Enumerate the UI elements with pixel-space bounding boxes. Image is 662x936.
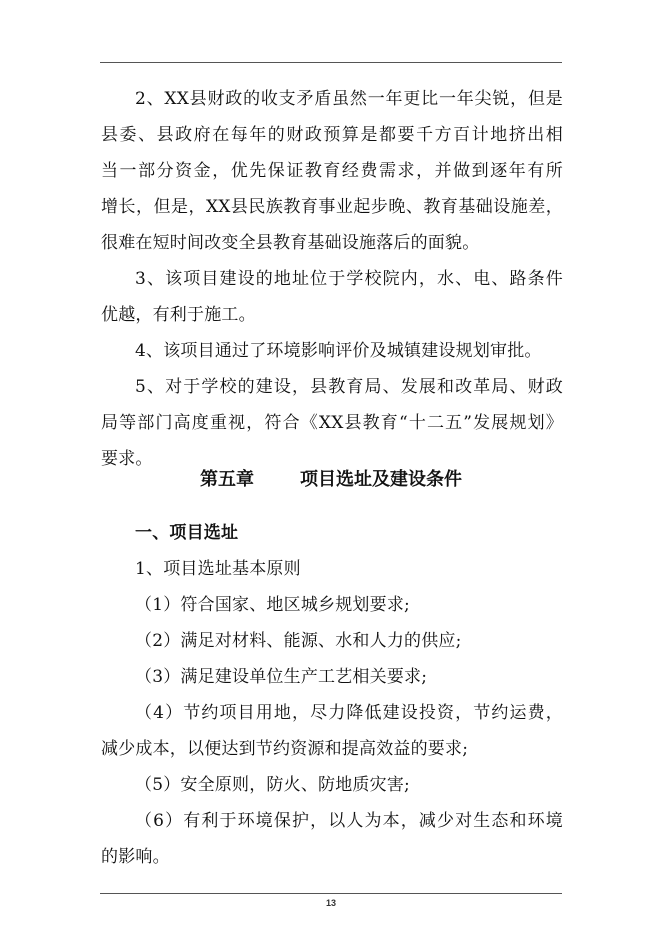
para-3-line-1: 3、该项目建设的地址位于学校院内，水、电、路条件 <box>135 269 563 289</box>
para-5-line-3: 要求。 <box>101 449 153 469</box>
footer-rule <box>100 893 562 894</box>
page-number: 13 <box>325 898 336 908</box>
para-3-line-2: 优越，有利于施工。 <box>101 305 256 325</box>
principle-item-4-line-1: （4）节约项目用地，尽力降低建设投资，节约运费， <box>135 703 563 723</box>
para-2-line-2: 县委、县政府在每年的财政预算是都要千方百计地挤出相 <box>101 125 563 145</box>
para-2-line-1: 2、XX县财政的收支矛盾虽然一年更比一年尖锐，但是 <box>135 89 563 109</box>
chapter-heading <box>0 462 662 498</box>
para-2-line-4: 增长，但是，XX县民族教育事业起步晚、教育基础设施差， <box>101 197 563 217</box>
principle-item-5: （5）安全原则，防火、防地质灾害; <box>135 775 410 795</box>
para-2-line-5: 很难在短时间改变全县教育基础设施落后的面貌。 <box>101 233 480 253</box>
principle-item-4-line-2: 减少成本，以便达到节约资源和提高效益的要求; <box>101 739 469 759</box>
principle-item-2: （2）满足对材料、能源、水和人力的供应; <box>135 631 462 651</box>
principle-item-1: （1）符合国家、地区城乡规划要求; <box>135 595 410 615</box>
subsection-heading: 1、项目选址基本原则 <box>135 559 301 579</box>
section-heading: 一、项目选址 <box>135 523 239 543</box>
chapter-number: 第五章 <box>200 469 254 490</box>
para-5-line-2: 局等部门高度重视，符合《XX县教育“十二五”发展规划》 <box>101 413 563 433</box>
para-4-line-1: 4、该项目通过了环境影响评价及城镇建设规划审批。 <box>135 341 542 361</box>
principle-item-6-line-2: 的影响。 <box>101 847 170 867</box>
chapter-title: 项目选址及建设条件 <box>300 469 462 490</box>
para-2-line-3: 当一部分资金，优先保证教育经费需求，并做到逐年有所 <box>101 161 563 181</box>
principle-item-3: （3）满足建设单位生产工艺相关要求; <box>135 667 428 687</box>
para-5-line-1: 5、对于学校的建设，县教育局、发展和改革局、财政 <box>135 377 563 397</box>
header-rule <box>100 62 562 63</box>
principle-item-6-line-1: （6）有利于环境保护，以人为本，减少对生态和环境 <box>135 811 563 831</box>
